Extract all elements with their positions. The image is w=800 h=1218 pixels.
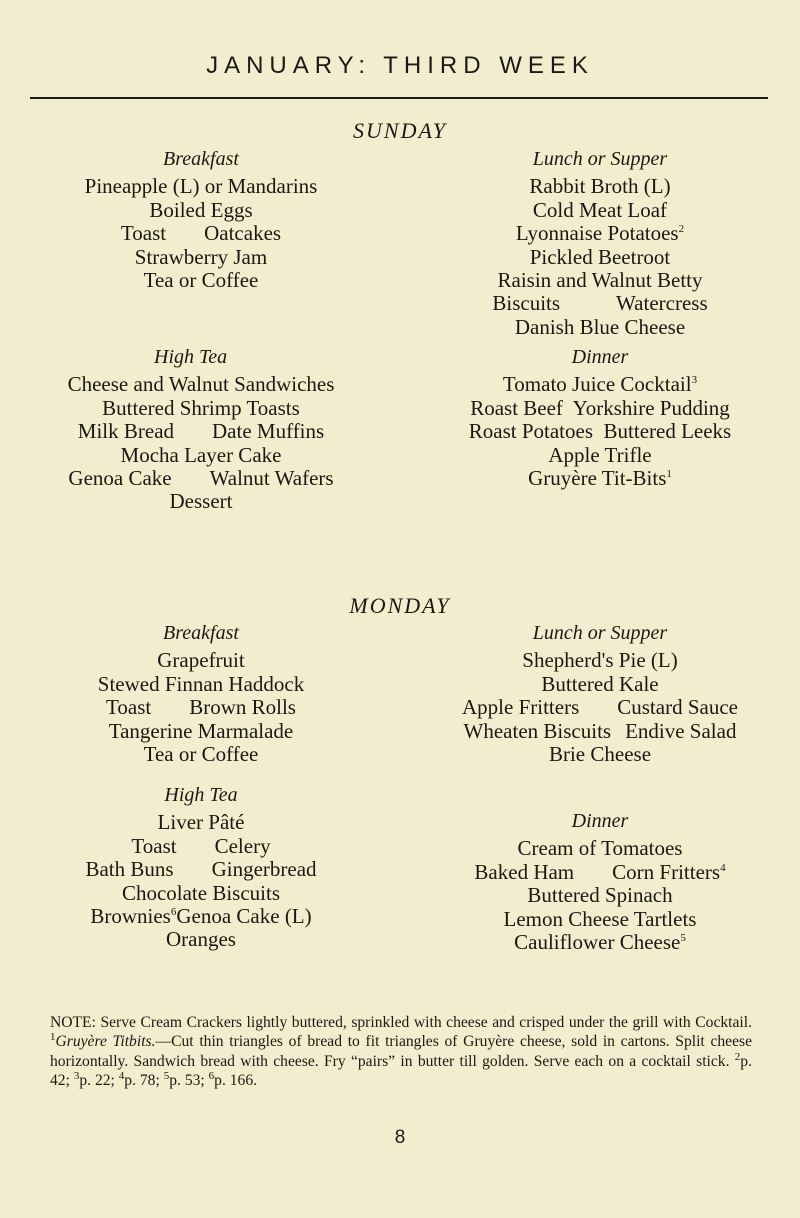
footnote-marker: 6 (208, 1070, 215, 1083)
footnote-marker: 3 (691, 374, 698, 387)
menu-item: Custard Sauce (617, 695, 738, 720)
menu-line: Grapefruit (157, 648, 245, 673)
menu-line: Buttered Shrimp Toasts (102, 395, 300, 420)
note-recipe-title: Gruyère Titbits. (55, 1033, 156, 1051)
menu-item: Genoa Cake (L) (176, 904, 312, 929)
menu-line (6, 696, 396, 719)
page-ref: p. 166. (214, 1072, 258, 1090)
menu-line: Cream of Tomatoes (517, 836, 683, 861)
sunday-breakfast (6, 148, 396, 292)
menu-line: Brie Cheese (548, 742, 652, 767)
menu-line: Stewed Finnan Haddock (97, 671, 305, 696)
menu-item: Gingerbread (211, 857, 317, 882)
menu-item: Bath Buns (85, 857, 174, 882)
menu-line (6, 858, 396, 881)
sunday-breakfast-heading: Breakfast (163, 148, 239, 170)
menu-line (6, 420, 396, 443)
menu-line: Tea or Coffee (143, 742, 259, 767)
menu-line: Lemon Cheese Tartlets (503, 906, 697, 931)
menu-item: Brownies (90, 904, 171, 929)
menu-item: Toast (106, 695, 152, 720)
monday-dinner (404, 810, 796, 954)
note-lead: NOTE: Serve Cream Crackers lightly buttered, sprinkled with cheese and crisped under the grill with Cocktail. (50, 1014, 752, 1031)
menu-line: Boiled Eggs (149, 197, 253, 222)
menu-item: Milk Bread (77, 419, 175, 444)
page-header: JANUARY: THIRD WEEK (206, 52, 594, 79)
menu-line (404, 720, 796, 743)
sunday-dinner-heading: Dinner (571, 346, 629, 368)
menu-item: Toast (120, 221, 167, 246)
menu-line: Mocha Layer Cake (120, 442, 282, 467)
menu-line (6, 467, 396, 490)
menu-item: Genoa Cake (68, 466, 172, 491)
page-ref: p. 78; (124, 1072, 160, 1090)
menu-line: Chocolate Biscuits (121, 880, 281, 905)
menu-item: Oatcakes (204, 221, 282, 246)
menu-line: Liver Pâté (157, 810, 245, 835)
menu-item: Lyonnaise Potatoes (515, 221, 679, 246)
menu-item: Tomato Juice Cocktail (502, 372, 692, 397)
note-recipe-body: —Cut thin triangles of bread to fit triangles of Gruyère cheese, sold in cartons. Split cheese horizontally. Sandwich bread with cheese. Fry “pairs” in butter till golden. Serve each on a cocktail stick. (50, 1033, 753, 1070)
menu-line: Raisin and Walnut Betty (497, 268, 703, 293)
monday-breakfast-heading: Breakfast (163, 622, 239, 644)
menu-item: Walnut Wafers (209, 466, 334, 491)
sunday-high-tea (6, 346, 396, 514)
footnote-marker: 5 (680, 932, 686, 945)
page-ref: p. 53; (169, 1072, 205, 1090)
menu-line: Dessert (169, 489, 233, 514)
menu-line: Oranges (166, 927, 236, 952)
footnote-marker: 1 (50, 1031, 56, 1044)
menu-item: Endive Salad (625, 718, 737, 743)
menu-item: Wheaten Biscuits (463, 718, 612, 743)
monday-dinner-heading: Dinner (571, 810, 629, 832)
page-ref: p. 42; (50, 1052, 752, 1090)
page-ref: p. 22; (79, 1072, 115, 1090)
sunday-high-tea-heading: High Tea (154, 346, 228, 368)
menu-line (404, 931, 796, 954)
menu-line: Roast Beef Yorkshire Pudding (470, 395, 730, 420)
menu-line (404, 373, 796, 396)
footnote-marker: 1 (666, 468, 672, 481)
menu-line: Buttered Kale (541, 671, 659, 696)
menu-line (6, 222, 396, 245)
menu-item: Date Muffins (212, 419, 325, 444)
sunday-lunch-heading: Lunch or Supper (532, 148, 668, 170)
menu-item: Watercress (616, 291, 708, 316)
menu-line: Cheese and Walnut Sandwiches (67, 372, 335, 397)
footnote-block (50, 1013, 752, 1091)
menu-item: Brown Rolls (189, 695, 296, 720)
menu-line (404, 292, 796, 315)
page-number: 8 (394, 1127, 406, 1148)
footnote-marker: 2 (678, 223, 685, 236)
sunday-dinner (404, 346, 796, 490)
menu-item: Celery (214, 833, 271, 858)
sunday-lunch (404, 148, 796, 339)
monday-breakfast (6, 622, 396, 766)
menu-line: Cold Meat Loaf (532, 197, 668, 222)
menu-line (404, 222, 796, 245)
menu-line: Apple Trifle (548, 442, 652, 467)
menu-line: Tea or Coffee (143, 268, 259, 293)
monday-high-tea (6, 784, 396, 952)
menu-line (404, 861, 796, 884)
menu-line: Danish Blue Cheese (514, 314, 686, 339)
menu-item: Corn Fritters (612, 859, 721, 884)
menu-line: Shepherd's Pie (L) (522, 648, 678, 673)
footnote-marker: 2 (734, 1050, 741, 1063)
day-title-sunday: SUNDAY (353, 118, 447, 143)
menu-item: Apple Fritters (462, 695, 580, 720)
monday-high-tea-heading: High Tea (164, 784, 238, 806)
footnote-marker: 4 (720, 861, 726, 874)
footnote-marker: 4 (118, 1070, 125, 1083)
menu-line (6, 905, 396, 928)
menu-item: Baked Ham (474, 859, 575, 884)
menu-item: Toast (131, 833, 177, 858)
menu-line: Pickled Beetroot (529, 244, 671, 269)
menu-line: Buttered Spinach (527, 883, 673, 908)
monday-lunch (404, 622, 796, 766)
menu-item: Gruyère Tit-Bits (528, 466, 667, 491)
footnote-marker: 6 (170, 906, 177, 919)
day-title-monday: MONDAY (349, 593, 451, 618)
menu-line (6, 835, 396, 858)
menu-item: Biscuits (492, 291, 561, 316)
menu-line: Rabbit Broth (L) (529, 174, 671, 199)
header-rule (30, 97, 768, 99)
menu-line: Strawberry Jam (134, 244, 268, 269)
menu-line (404, 467, 796, 490)
footnote-marker: 3 (73, 1070, 80, 1083)
menu-line: Pineapple (L) or Mandarins (84, 174, 318, 199)
menu-line: Roast Potatoes Buttered Leeks (468, 419, 732, 444)
menu-line: Tangerine Marmalade (108, 718, 294, 743)
monday-lunch-heading: Lunch or Supper (532, 622, 668, 644)
menu-item: Cauliflower Cheese (514, 930, 681, 955)
menu-line (404, 696, 796, 719)
footnote-marker: 5 (163, 1070, 170, 1083)
